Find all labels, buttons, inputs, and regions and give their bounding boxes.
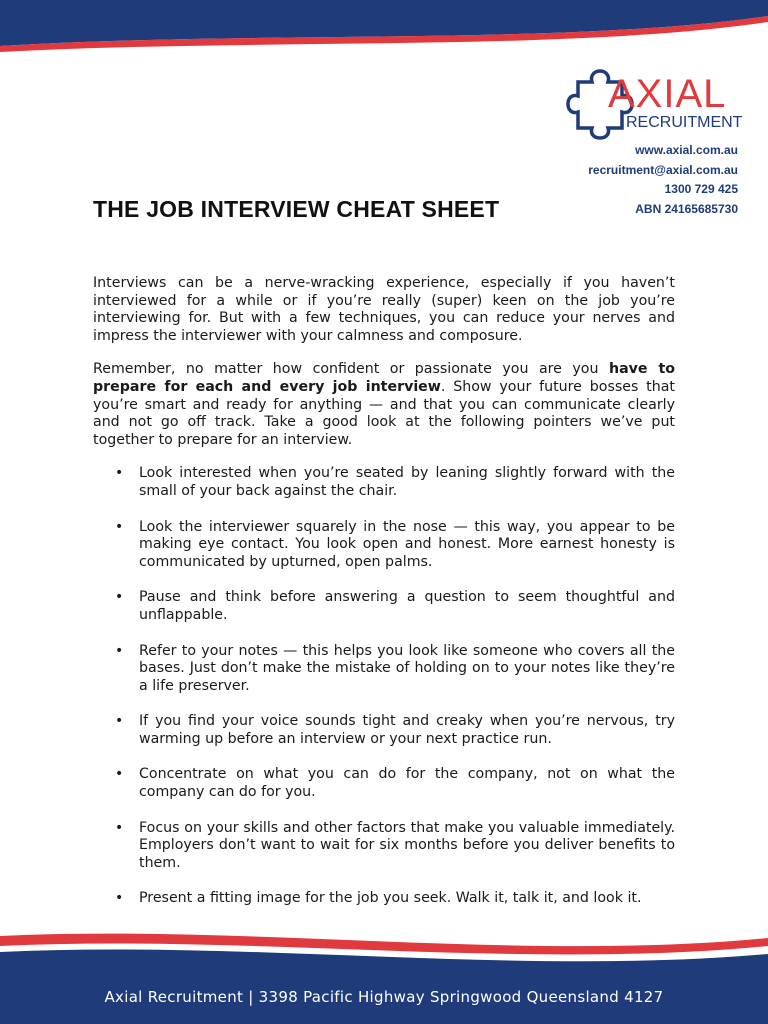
logo-axial-text: AXIAL [608, 72, 727, 116]
logo-recruitment-text: RECRUITMENT [626, 114, 743, 131]
tip-text: Present a fitting image for the job you seek. Walk it, talk it, and look it. [139, 890, 642, 907]
phone-number: 1300 729 425 [664, 182, 738, 196]
intro-p2-text-end: . Show your future bosses that you’re smart and ready for anything — and that you can communicate clearly and not go off track. Take a good look at the following pointers we’ve put together to prepare for an interview. [93, 378, 675, 448]
list-item [93, 713, 675, 748]
bullet-icon: • [115, 713, 124, 730]
list-item [93, 643, 675, 696]
tip-text: If you find your voice sounds tight and creaky when you’re nervous, try warming up before an interview or your next practice run. [139, 713, 675, 747]
abn-number: ABN 24165685730 [635, 201, 738, 216]
tip-text: Concentrate on what you can do for the company, not on what the company can do for you. [139, 766, 675, 801]
header-wave [0, 0, 768, 60]
tip-text: Look interested when you’re seated by leaning slightly forward with the small of your back against the chair. [139, 465, 675, 499]
intro-paragraph-2 [93, 361, 675, 449]
bullet-icon: • [115, 819, 124, 836]
bullet-icon: • [115, 766, 124, 783]
tip-text: Refer to your notes — this helps you look like someone who covers all the bases. Just don’t make the mistake of holding on to your notes like they’re a life preserver. [139, 642, 675, 694]
contact-block [588, 141, 738, 219]
tip-text: Pause and think before answering a question to seem thoughtful and unflappable. [139, 589, 675, 623]
list-item [93, 820, 675, 873]
tip-text: Focus on your skills and other factors that make you valuable immediately. Employers don’t want to wait for six months before you deliver benefits to them. [139, 819, 675, 871]
intro-p2-bold: have to prepare for each and every job interview [93, 361, 676, 395]
tip-text: Look the interviewer squarely in the nose — this way, you appear to be making eye contact. You look open and honest. More earnest honesty is communicated by upturned, open palms. [139, 518, 675, 570]
document-body [93, 275, 675, 926]
page-title: THE JOB INTERVIEW CHEAT SHEET [93, 196, 500, 222]
list-item [93, 890, 675, 908]
bullet-icon: • [115, 518, 124, 535]
list-item [93, 465, 675, 500]
footer-address: Axial Recruitment | 3398 Pacific Highway Springwood Queensland 4127 [104, 988, 664, 1006]
bullet-icon: • [115, 642, 124, 659]
bullet-icon: • [115, 890, 124, 907]
bullet-icon: • [115, 465, 124, 482]
intro-p2-text-start: Remember, no matter how confident or passionate you are you [93, 361, 609, 378]
tips-list [93, 465, 675, 908]
footer-wave [0, 928, 768, 1024]
list-item [93, 519, 675, 572]
axial-recruitment-logo [566, 64, 746, 144]
list-item [93, 766, 675, 801]
intro-paragraph-1: Interviews can be a nerve-wracking experience, especially if you haven’t interviewed for a while or if you’re really (super) keen on the job you’re interviewing for. But with a few techniques, you can reduce your nerves and impress the interviewer with your calmness and composure. [93, 275, 675, 344]
website-link[interactable]: www.axial.com.au [635, 143, 738, 157]
list-item [93, 589, 675, 624]
email-link[interactable]: recruitment@axial.com.au [588, 162, 738, 177]
bullet-icon: • [115, 589, 124, 606]
